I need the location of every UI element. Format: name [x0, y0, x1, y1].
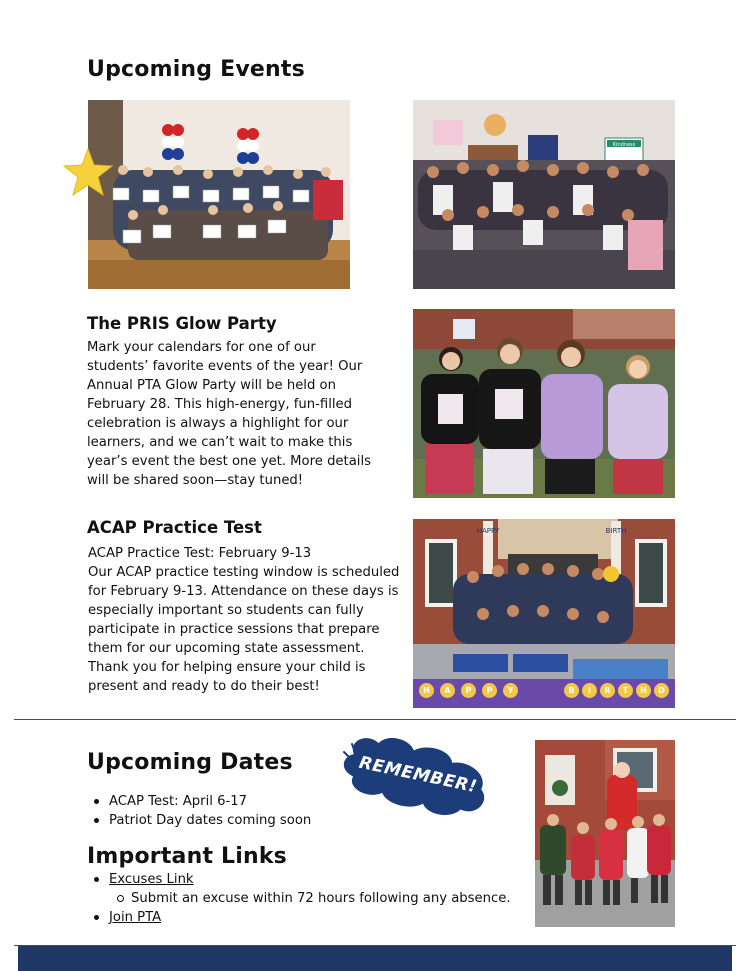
banner-left-text: [477, 527, 500, 535]
acap-line: ACAP Practice Test: February 9-13: [88, 546, 312, 561]
banner-left-letters: HAPPY: [476, 527, 500, 535]
glow-party-line: learners, and we can’t wait to make this: [87, 435, 353, 450]
acap-line: especially important so students can fully: [88, 603, 364, 618]
glow-party-line: students’ favorite events of the year! Our: [87, 359, 363, 374]
birthday-group-photo: [413, 519, 675, 708]
section-divider: [14, 719, 736, 720]
balloon-letter: P: [482, 683, 497, 698]
balloon-letter: B: [564, 683, 579, 698]
star-icon: [62, 147, 114, 197]
holiday-group-photo: [535, 740, 675, 927]
acap-heading: ACAP Practice Test: [87, 518, 262, 537]
footer-bar: [18, 946, 732, 971]
balloon-letter: T: [618, 683, 633, 698]
balloon-letter: R: [600, 683, 615, 698]
acap-line: for February 9-13. Attendance on these days is: [88, 584, 399, 599]
balloon-letter: H: [636, 683, 651, 698]
upcoming-dates-list: [89, 792, 311, 830]
girls-outdoors-photo: [413, 309, 675, 498]
acap-line: Our ACAP practice testing window is scheduled: [88, 565, 400, 580]
acap-line: them for our upcoming state assessment.: [88, 641, 365, 656]
glow-party-line: Mark your calendars for one of our: [87, 340, 316, 355]
balloon-letter: A: [440, 683, 455, 698]
list-item: [89, 870, 511, 889]
join-pta-link[interactable]: Join PTA: [109, 910, 162, 925]
award-ceremony-photo: [88, 100, 350, 289]
acap-line: participate in practice sessions that prepare: [88, 622, 380, 637]
glow-party-line: year’s event the best one yet. More details: [87, 454, 372, 469]
upcoming-dates-heading: Upcoming Dates: [87, 750, 293, 775]
important-links-heading: Important Links: [87, 844, 287, 869]
birthday-balloon-row: [419, 683, 669, 703]
glow-party-line: Annual PTA Glow Party will be held on: [87, 378, 336, 393]
acap-paragraph: [88, 544, 399, 696]
excuses-link[interactable]: Excuses Link: [109, 872, 194, 887]
list-item: Patriot Day dates coming soon: [89, 811, 311, 830]
remember-badge: [336, 738, 500, 820]
glow-party-paragraph: [87, 338, 371, 490]
important-links-list: [89, 870, 511, 927]
glow-party-line: February 28. This high-energy, fun-filled: [87, 397, 353, 412]
banner-right-letters: BIRTH: [605, 527, 627, 535]
acap-line: Thank you for helping ensure your child is: [88, 660, 366, 675]
balloon-letter: I: [582, 683, 597, 698]
excuse-note-item: Submit an excuse within 72 hours following any absence.: [89, 889, 511, 908]
glow-party-line: celebration is always a highlight for our: [87, 416, 349, 431]
acap-line: present and ready to do their best!: [88, 679, 320, 694]
balloon-letter: D: [654, 683, 669, 698]
banner-right-text: [606, 527, 627, 535]
balloon-letter: P: [461, 683, 476, 698]
kindness-sign-text: Kindness: [612, 142, 636, 148]
remember-text: REMEMBER!: [357, 752, 479, 798]
glow-party-heading: The PRIS Glow Party: [87, 314, 277, 333]
list-item: [89, 908, 511, 927]
upcoming-events-heading: Upcoming Events: [87, 57, 305, 82]
classroom-group-photo: [413, 100, 675, 289]
glow-party-line: will be shared soon—stay tuned!: [87, 473, 304, 488]
balloon-letter: H: [419, 683, 434, 698]
list-item: ACAP Test: April 6-17: [89, 792, 311, 811]
balloon-letter: Y: [503, 683, 518, 698]
